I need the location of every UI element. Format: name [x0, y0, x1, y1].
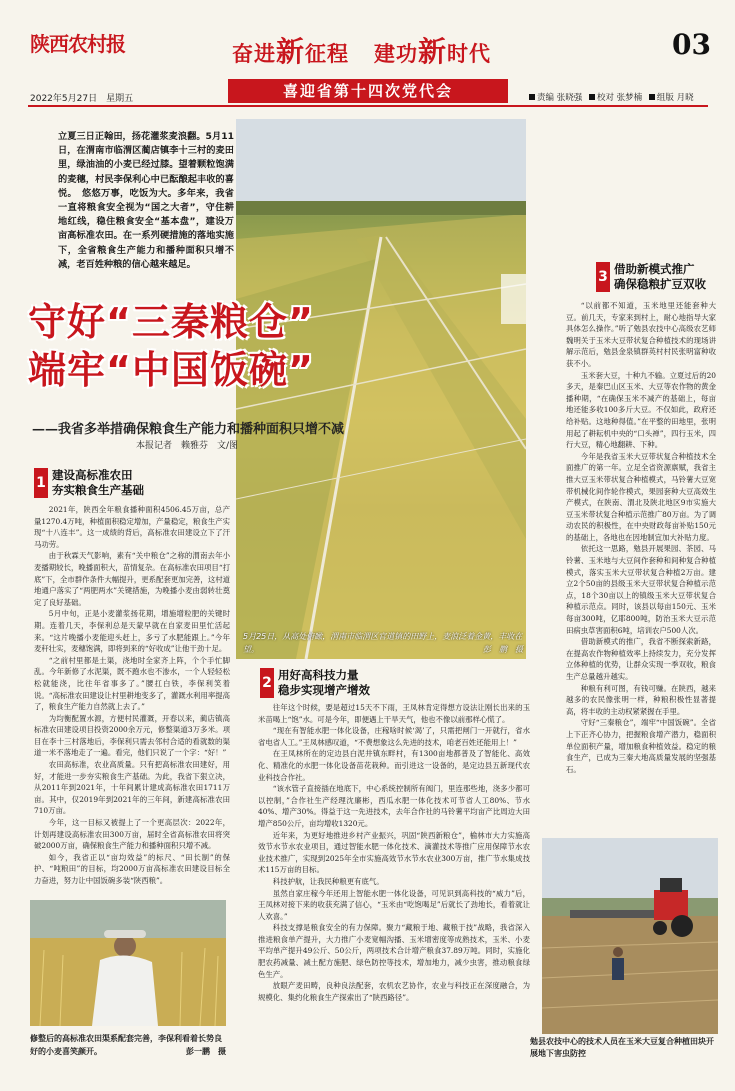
body-paragraph: “以前都不知道，玉米地里还能套种大豆。前几天，专家来到村上，耐心地指导大家具体怎么操作。”听了勉县农技中心高级农艺师魏明关于玉米大豆带状复合种植技术的现场讲解示范后，勉县金泉镇群英村村民张明富种收获不小。 — [566, 301, 716, 368]
farmer-illustration — [30, 900, 226, 1026]
section-number: 1 — [34, 468, 48, 498]
editor-name: 张晓强 — [556, 93, 583, 103]
subheadline: ——我省多举措确保粮食生产能力和播种面积只增不减 — [32, 422, 345, 437]
section-number: 3 — [596, 262, 610, 292]
lead-paragraph: 立夏三日正翰田，扬花灌浆麦浪翻。5月11日，在渭南市临渭区蔺店镇李十三村的麦田里，绿油油的小麦已经过膝。望着颗粒饱满的麦穗，村民李保利心中已酝酿起丰收的喜悦。 悠悠万事，吃饭为大。多年来，我省一直将粮食安全视为“国之大者”，守住耕地红线，稳住粮食安全“基本盘”，建设万亩高标准农田。在一系列硬措施的落地实施下，全省粮食生产能力和播种面积只增不减，老百姓种粮的信心越来越足。 — [58, 131, 234, 270]
column-section-1 — [34, 504, 230, 892]
section-title — [614, 262, 706, 292]
section-title-line1: 建设高标准农田 — [52, 468, 133, 482]
section-title-line1: 用好高科技力量 — [278, 668, 359, 682]
body-paragraph: “现在有智能水肥一体化设备，庄稼啥时候‘渴’了，只需把闸门一开就行，省水省电省人工。”王凤林感叹道，“不费想象这么先进的技术，咱老百姓还能用上！” — [258, 726, 530, 747]
section-title-line2: 夯实粮食生产基础 — [52, 483, 144, 497]
congress-banner: 喜迎省第十四次党代会 — [228, 79, 508, 103]
column-section-2 — [258, 702, 530, 1064]
aerial-photo-caption — [243, 630, 523, 656]
aerial-photo-credit: 彭 鹏 摄 — [483, 645, 523, 654]
section-title-line2: 确保稳粮扩豆双收 — [614, 277, 706, 291]
section-title — [278, 668, 370, 698]
body-paragraph: 在王凤林所在的定边县白泥井镇东畔村，有1300亩地都普及了智能化、高效化、精准化的水肥一体化设备苗花栽种。而引进这一设备的，是定边县五新现代农业科技合作社。 — [258, 749, 530, 782]
editor-role: 组版 — [656, 93, 674, 103]
header-divider — [28, 105, 708, 107]
body-paragraph: 为均衡配置水源，方便村民灌溉，开春以来，蔺店镇高标准农田建设项目投资2000余万元，修整渠道3万多米。项目在李十三村落地后，李保利只需去邻村合适的看就数的渠道一米不落地走了一遍。看完，他们只说了一个字：“好！” — [34, 713, 230, 758]
editor-role: 校对 — [596, 93, 614, 103]
banner-title — [232, 30, 491, 70]
editor-name: 张梦楠 — [616, 93, 643, 103]
section-title-line2: 稳步实现增产增效 — [278, 683, 370, 697]
section-title — [52, 468, 144, 498]
farmer-photo-credit: 彭一鹏 摄 — [186, 1047, 226, 1056]
farmer-photo-caption — [30, 1032, 226, 1058]
body-paragraph: 科技支撑是粮食安全的有力保障。聚力“藏粮于地、藏粮于技”战略，我省深入推进粮食单产提升，大力推广小麦宽幅沟播、玉米增密度等成熟技术，玉米、小麦平均单产提升49公斤、50公斤，两项技术合计增产粮食37.89万吨。同时，实施化肥农药减量、减土配方施肥、绿色防控等技术，增加地力，减少虫害，推动粮食绿色生产。 — [258, 923, 530, 979]
square-bullet-icon — [649, 94, 655, 100]
body-paragraph: 守好“三秦粮仓”，端牢“中国饭碗”。全省上下正齐心协力，把握粮食增产潜力，稳面积单位面积产量，增加粮食种植效益。稳定的粮食生产，已成为三秦大地高质量发展的坚强基石。 — [566, 718, 716, 774]
body-paragraph: 科技护航，让我民种粮更有底气。 — [272, 876, 384, 886]
issue-date: 2022年5月27日 星期五 — [30, 94, 134, 104]
body-paragraph: 种粮有利可图，有钱可赚。在陕西，越来越多的农民像张明一样，种粮积极性显著提高，将丰收的主动权紧紧握在手里。 — [566, 683, 716, 716]
body-paragraph: 放眼产麦田畴，良种良法配套，农机农艺协作，农业与科技正在深度融合，为规模化、集约化粮食生产探索出了“陕西路径”。 — [258, 981, 530, 1002]
headline-line1: 守好“三秦粮仓” — [28, 300, 314, 344]
body-paragraph: 农田高标准，农业高质量。只有把高标准农田建好，用好，才能进一步夯实粮食生产基础。为此，我省下狠立决，从2011年到2021年，十年间累计建成高标准农田1711万亩。其中，仅2019年到2021年的三年间，新建高标准农田710万亩。 — [34, 760, 230, 816]
body-paragraph: 虽然自家庄稼今年还用上智能水肥一体化设备，可见识到高科技的“威力”后，王凤林对接下来的收获充满了信心，“玉米由“吃饱喝足”后就长了劲地长，看着就让人欢喜。” — [258, 888, 530, 921]
headline-line2: 端牢“中国饭碗” — [28, 348, 314, 392]
body-paragraph: 5月中旬，正是小麦灌浆扬花期，增施增粒肥的关键时期。连着几天，李保利总是天蒙早就在自家麦田里忙活起来。“这片晚播小麦能迎头赶上，多亏了水肥能跟上。”今年麦秆壮实，麦穗饱满，即将到来的“好收成”让他干劲十足。 — [34, 609, 230, 654]
banner-part4: 时代 — [446, 41, 491, 66]
page-number: 03 — [672, 28, 711, 61]
banner-big2: 新 — [417, 35, 447, 68]
body-paragraph: 今年是我省玉米大豆带状复合种植技术全面推广的第一年。立足全省资源禀赋，我省主推大豆玉米带状复合种植模式，马铃薯大豆宽带机械化间作轮作模式，果园套种大豆高效生产模式，在陕南、渭北及陕北地区9市实施大豆玉米带状复合种植示范推广80万亩。为了调动农民的积极性，在中央财政每亩补贴150元的基础上，各地也在因地制宜加大补贴力度。 — [566, 451, 716, 542]
body-paragraph: 由于秋霖天气影响，素有“关中粮仓”之称的渭南去年小麦播期较长，晚播面积大，苗情复杂。在高标准农田项目“打底”下，全市群作条件大幅提升，更系配套更加完善，这村道地通户落实了“两肥两水”关键措施，为晚播小麦由弱转壮奠定了良好基础。 — [34, 551, 230, 607]
banner-part1: 奋进 — [232, 41, 276, 66]
body-paragraph: 今年，这一目标又被提上了一个更高层次：2022年，计划再建设高标准农田300万亩，届时全省高标准农田将突破2000万亩，确保粮食生产能力和播种面积只增不减。 — [34, 818, 230, 851]
body-paragraph: 近年来，为更好地推进乡村产业振兴，巩固“陕西新粮仓”，榆林市大力实施高效节水节水农业项目，通过智能水肥一体化技术、滴灌技术等推广应用保障节水农业技术推广，实现到2025年全市实施高效节水节水农业300万亩，推广节水集成技术115万亩的目标。 — [258, 830, 530, 875]
section-2-heading — [260, 668, 370, 698]
column-section-3 — [566, 300, 716, 830]
main-headline — [28, 298, 314, 394]
body-paragraph: 借助新模式的推广，我省不断探索新路，在提高农作物种植效率上持续发力，充分发挥立体种植的优势，让群众实现一季双收，粮食生产总量越升越实。 — [566, 637, 716, 681]
farmer-wheat-photo — [30, 900, 226, 1026]
body-paragraph: 2021年，陕西全年粮食播种面积4506.45万亩，总产量1270.4万吨，种植面积稳定增加，产量稳定，粮食生产实现“十八连丰”。这一成绩的背后，高标准农田建设立下了汗马功劳。 — [34, 505, 230, 549]
body-paragraph: “之前村里都是土渠，浇地时全家齐上阵，个个手忙脚乱。今年新修了水泥渠，既不跑水也不渗水，一个人轻轻松松就能浇，比往年省事多了。”腰扛白铁，李保利笑着说。“高标准农田建设让村里耕地变多了，灌溉水利用率提高了，粮食生产能力自然就上去了。” — [34, 655, 230, 712]
body-paragraph: 依托这一思路，勉县开展果园、茶园、马铃薯、玉米地与大豆间作套种和间种复合种植模式，落实玉米大豆带状复合种植2万亩。建立2个50亩的县级玉米大豆带状复合种植示范点，18个30亩以上的镇级玉米大豆带状复合种植示范点。同时，该县以每亩150元、玉米每亩300吨，亿耶800吨，防治玉米大豆示范田病虫草害面积6吨，培训农户500人次。 — [566, 544, 716, 635]
editor-credits — [525, 91, 694, 103]
tractor-illustration — [542, 838, 718, 1034]
farmer-caption-text: 修整后的高标准农田渠系配套完善，李保利看着长势良好的小麦喜笑颜开。 — [30, 1034, 222, 1056]
section-title-line1: 借助新模式推广 — [614, 262, 695, 276]
body-paragraph: 玉米套大豆，十种九不输。立夏过后的20多天，是秦巴山区玉米、大豆等农作物的黄金播种期，“在确保玉米不减产的基础上，每亩地还能多收100多斤大豆。不仅如此，政府还给补贴。这地种得值。”在平整的田地里，张明用起了耕耘机中央的“口头禅”，四行玉米，四行大豆，精心地翻耕、下种。 — [566, 370, 716, 450]
banner-part2: 征程 — [305, 41, 350, 66]
aerial-caption-text: 5月25日，从高处俯瞰，渭南市临渭区官道镇的田野上，麦浪泛着金黄，丰收在望。 — [243, 632, 523, 654]
body-paragraph: “该水管子直接插在地底下，中心系统控制所有阀门，里连那些地，浇多少都可以控制，”合作社生产经理沈廉彬，西瓜水肥一体化技术可节省人工80%、节水40%、增产30%。得益于这一先进技术，去年合作社的马铃薯平均亩产比周边大田增产850公斤，亩均增收1320元。 — [258, 784, 530, 828]
section-number: 2 — [260, 668, 274, 698]
body-paragraph: 如今，我省正以“亩均效益”的标尺、“田长制”的保护、“吨粮田”的目标，均2000万亩高标准农田建设目标全力奋进，努力让中国饭碗多装“陕西粮”。 — [34, 852, 230, 885]
editor-role: 责编 — [537, 93, 555, 103]
section-1-heading — [34, 468, 144, 498]
square-bullet-icon — [589, 94, 595, 100]
tractor-photo-caption: 勉县农技中心的技术人员在玉米大豆复合种植田块开展地下害虫防控 — [530, 1037, 714, 1058]
newspaper-masthead: 陕西农村报 — [30, 32, 125, 56]
banner-big1: 新 — [276, 35, 306, 68]
section-3-heading — [596, 262, 706, 292]
tractor-field-photo — [542, 838, 718, 1034]
banner-part3: 建功 — [373, 41, 418, 66]
square-bullet-icon — [529, 94, 535, 100]
body-paragraph: 往年这个时候，要是超过15天不下雨，王凤林肯定得想方设法让刚长出来的玉米苗喝上“饱”水。可是今年，即便遇上干旱天气，他也不像以前那样心慌了。 — [258, 703, 530, 724]
editor-name: 月晓 — [676, 93, 694, 103]
byline: 本报记者 赖雅芬 文/图 — [136, 441, 239, 451]
